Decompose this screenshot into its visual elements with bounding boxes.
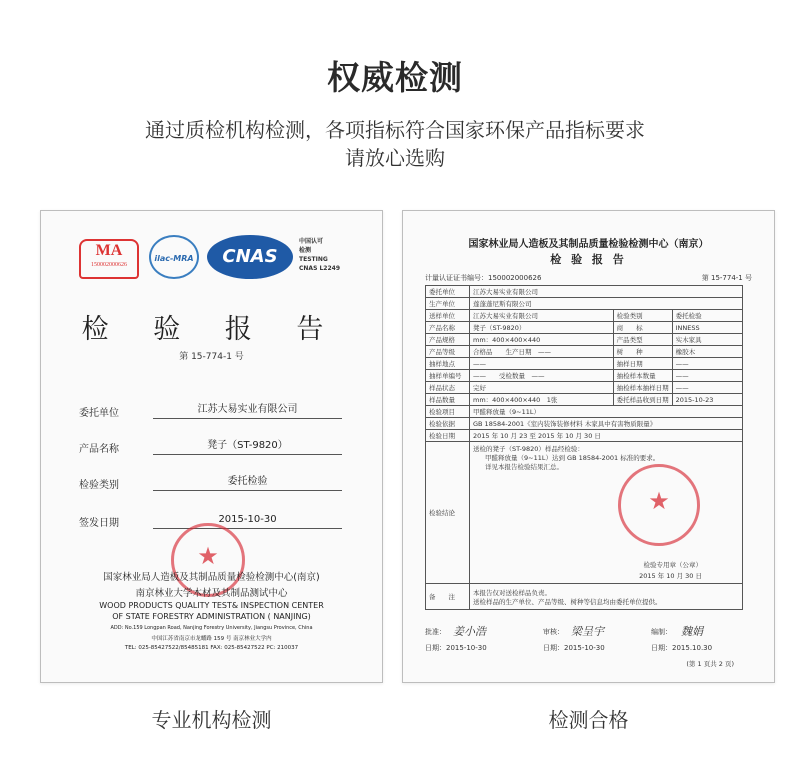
report-row	[426, 346, 743, 358]
report-row	[426, 382, 743, 394]
report-row	[426, 298, 743, 310]
report-row-label: 送样单位	[426, 310, 470, 322]
author-label: 编制：	[651, 628, 672, 636]
report-row-value: mm：400×400×440 1张	[470, 394, 614, 406]
report-meta	[425, 273, 752, 283]
report-row-label: 样品状态	[426, 382, 470, 394]
cnas-desc-line: CNAS L2249	[299, 265, 341, 272]
org-address-en: ADD: No.159 Longpan Road, Nanjing Forestry University, Jiangsu Province, China	[110, 625, 313, 631]
remarks-line: 本报告仅对送检样品负责。	[473, 588, 551, 597]
remarks-row	[426, 584, 743, 610]
report-row-value: —— 受检数量 ——	[470, 370, 614, 382]
report-row	[426, 334, 743, 346]
approver-signature: 姜小浩	[453, 625, 486, 638]
report-row	[426, 370, 743, 382]
certificate-cover-image	[40, 210, 383, 683]
report-row-label: 抽样地点	[426, 358, 470, 370]
report-row	[426, 418, 743, 430]
org-address-cn: 中国江苏省南京市龙蟠路 159 号 南京林业大学内	[151, 636, 272, 642]
field-label: 检验类别	[79, 480, 119, 491]
report-row-value: mm：400×400×440	[470, 334, 614, 346]
stamp-date: 2015 年 10 月 30 日	[639, 572, 702, 580]
cnas-description	[299, 237, 340, 273]
report-row-label: 抽检样本抽样日期	[613, 382, 672, 394]
report-row-value: 莲蓬蓬尼斯有限公司	[470, 298, 743, 310]
field-label: 委托单位	[79, 408, 119, 419]
report-row	[426, 406, 743, 418]
remarks-label: 备 注	[426, 584, 470, 610]
conclusion-label: 检验结论	[426, 442, 470, 584]
reviewer-label: 审核：	[543, 628, 564, 636]
report-title: 检 验 报 告	[550, 253, 627, 266]
report-row-label: 产品类型	[613, 334, 672, 346]
ilac-mra-logo: ilac-MRA	[149, 235, 199, 279]
cma-logo	[79, 239, 139, 279]
report-row-value: 委托检验	[672, 310, 742, 322]
accreditation-logos	[79, 235, 372, 281]
field-value: 凳子（ST-9820）	[153, 437, 342, 455]
report-row-label: 产品名称	[426, 322, 470, 334]
stamp-caption: 检验专用章（公章）	[643, 561, 702, 569]
org-name-cn-2: 南京林业大学木材及其制品测试中心	[135, 588, 288, 599]
report-row-label: 产品等级	[426, 346, 470, 358]
cnas-desc-line: 检测	[299, 247, 312, 254]
remarks-line: 送检样品的生产单位、产品等级、树种等信息均由委托单位提供。	[473, 597, 662, 606]
report-row-value: ——	[672, 382, 742, 394]
report-row-value: 实木家具	[672, 334, 742, 346]
report-row	[426, 310, 743, 322]
report-row	[426, 394, 743, 406]
org-contact: TEL: 025-85427522/85485181 FAX: 025-85427522 PC: 210037	[124, 645, 299, 651]
report-row-value: 完好	[470, 382, 614, 394]
field-inspection-type	[79, 473, 342, 491]
report-row-label: 抽样单编号	[426, 370, 470, 382]
report-row-value: 2015 年 10 月 23 至 2015 年 10 月 30 日	[470, 430, 743, 442]
report-row-label: 检验日期	[426, 430, 470, 442]
report-row	[426, 322, 743, 334]
report-row-value: GB 18584-2001《室内装饰装修材料 木家具中有害物质限量》	[470, 418, 743, 430]
field-client	[79, 401, 342, 419]
field-product-name	[79, 437, 342, 455]
org-name-en: WOOD PRODUCTS QUALITY TEST& INSPECTION CENTER	[99, 601, 324, 610]
author-date: 日期：2015.10.30	[651, 644, 713, 652]
page-subtitle-line2: 请放心选购	[345, 146, 445, 170]
report-row-label: 样品数量	[426, 394, 470, 406]
cma-logo-number: 150002000626	[91, 262, 127, 268]
report-row	[426, 286, 743, 298]
report-row-value: 凳子（ST-9820）	[470, 322, 614, 334]
conclusion-line: 甲醛释放量（9~11L）达到 GB 18584-2001 标准的要求。	[485, 454, 660, 462]
conclusion-line: 详见本报告检验结果汇总。	[485, 463, 563, 471]
reviewer-date: 日期：2015-10-30	[543, 644, 605, 652]
cnas-logo: CNAS	[207, 235, 293, 279]
report-row-value: 江苏大易实业有限公司	[470, 310, 614, 322]
reviewer-signature: 梁呈宇	[571, 625, 604, 638]
approver-label: 批准：	[425, 628, 446, 636]
field-value: 2015-10-30	[153, 511, 342, 529]
report-row-value: 橡胶木	[672, 346, 742, 358]
remarks-cell	[470, 584, 743, 610]
caption-right: 检测合格	[548, 708, 629, 732]
report-row-label: 商 标	[613, 322, 672, 334]
org-name-en-2: OF STATE FORESTRY ADMINISTRATION ( NANJING)	[112, 612, 311, 621]
conclusion-row	[426, 442, 743, 584]
report-row-label: 生产单位	[426, 298, 470, 310]
report-row-label: 抽检样本数量	[613, 370, 672, 382]
star-icon: ★	[648, 487, 670, 515]
page-subtitle: 通过质检机构检测，各项指标符合国家环保产品指标要求	[145, 118, 645, 142]
report-table-body	[426, 286, 743, 442]
report-row-label: 抽样日期	[613, 358, 672, 370]
report-row-value: 甲醛释放量（9~11L）	[470, 406, 743, 418]
report-row	[426, 358, 743, 370]
inspection-seal-stamp	[618, 464, 700, 546]
report-table	[425, 285, 743, 610]
conclusion-cell	[470, 442, 743, 584]
report-row-value: ——	[470, 358, 614, 370]
test-report-image	[402, 210, 775, 683]
report-row-label: 树 种	[613, 346, 672, 358]
report-row-value: 2015-10-23	[672, 394, 742, 406]
field-value: 江苏大易实业有限公司	[153, 401, 342, 419]
report-row-label: 委托样品收到日期	[613, 394, 672, 406]
report-row-label: 检验依据	[426, 418, 470, 430]
cert-number: 计量认证证书编号：150002000626	[425, 274, 542, 282]
report-row-value: 江苏大易实业有限公司	[470, 286, 743, 298]
author-signature: 魏娟	[681, 625, 703, 638]
report-row-label: 委托单位	[426, 286, 470, 298]
field-label: 产品名称	[79, 444, 119, 455]
certificate-number: 第 15-774-1 号	[179, 352, 244, 362]
report-row-value: INNESS	[672, 322, 742, 334]
report-row-label: 产品规格	[426, 334, 470, 346]
report-org-heading: 国家林业局人造板及其制品质量检验检测中心（南京）	[468, 239, 709, 250]
report-row-value: ——	[672, 358, 742, 370]
page-note: (第 1 页共 2 页)	[686, 660, 734, 668]
conclusion-line: 送检的凳子（ST-9820）样品经检验：	[473, 445, 584, 453]
cnas-desc-line: TESTING	[299, 256, 328, 263]
report-number: 第 15-774-1 号	[701, 274, 752, 282]
field-value: 委托检验	[153, 473, 342, 491]
certificate-title: 检 验 报 告	[81, 314, 342, 345]
report-row	[426, 430, 743, 442]
field-label: 签发日期	[79, 518, 119, 529]
signature-row	[425, 627, 752, 641]
page-title: 权威检测	[327, 58, 463, 97]
report-row-label: 检验项目	[426, 406, 470, 418]
org-name-cn: 国家林业局人造板及其制品质量检验检测中心(南京)	[103, 572, 320, 583]
cnas-desc-line: 中国认可	[299, 238, 324, 245]
report-row-value: ——	[672, 370, 742, 382]
report-row-label: 检验类别	[613, 310, 672, 322]
approver-date: 日期：2015-10-30	[425, 644, 487, 652]
star-icon: ★	[197, 542, 219, 570]
cma-logo-text: MA	[95, 242, 123, 259]
report-row-value: 合格品 生产日期 ——	[470, 346, 614, 358]
caption-left: 专业机构检测	[151, 708, 272, 732]
